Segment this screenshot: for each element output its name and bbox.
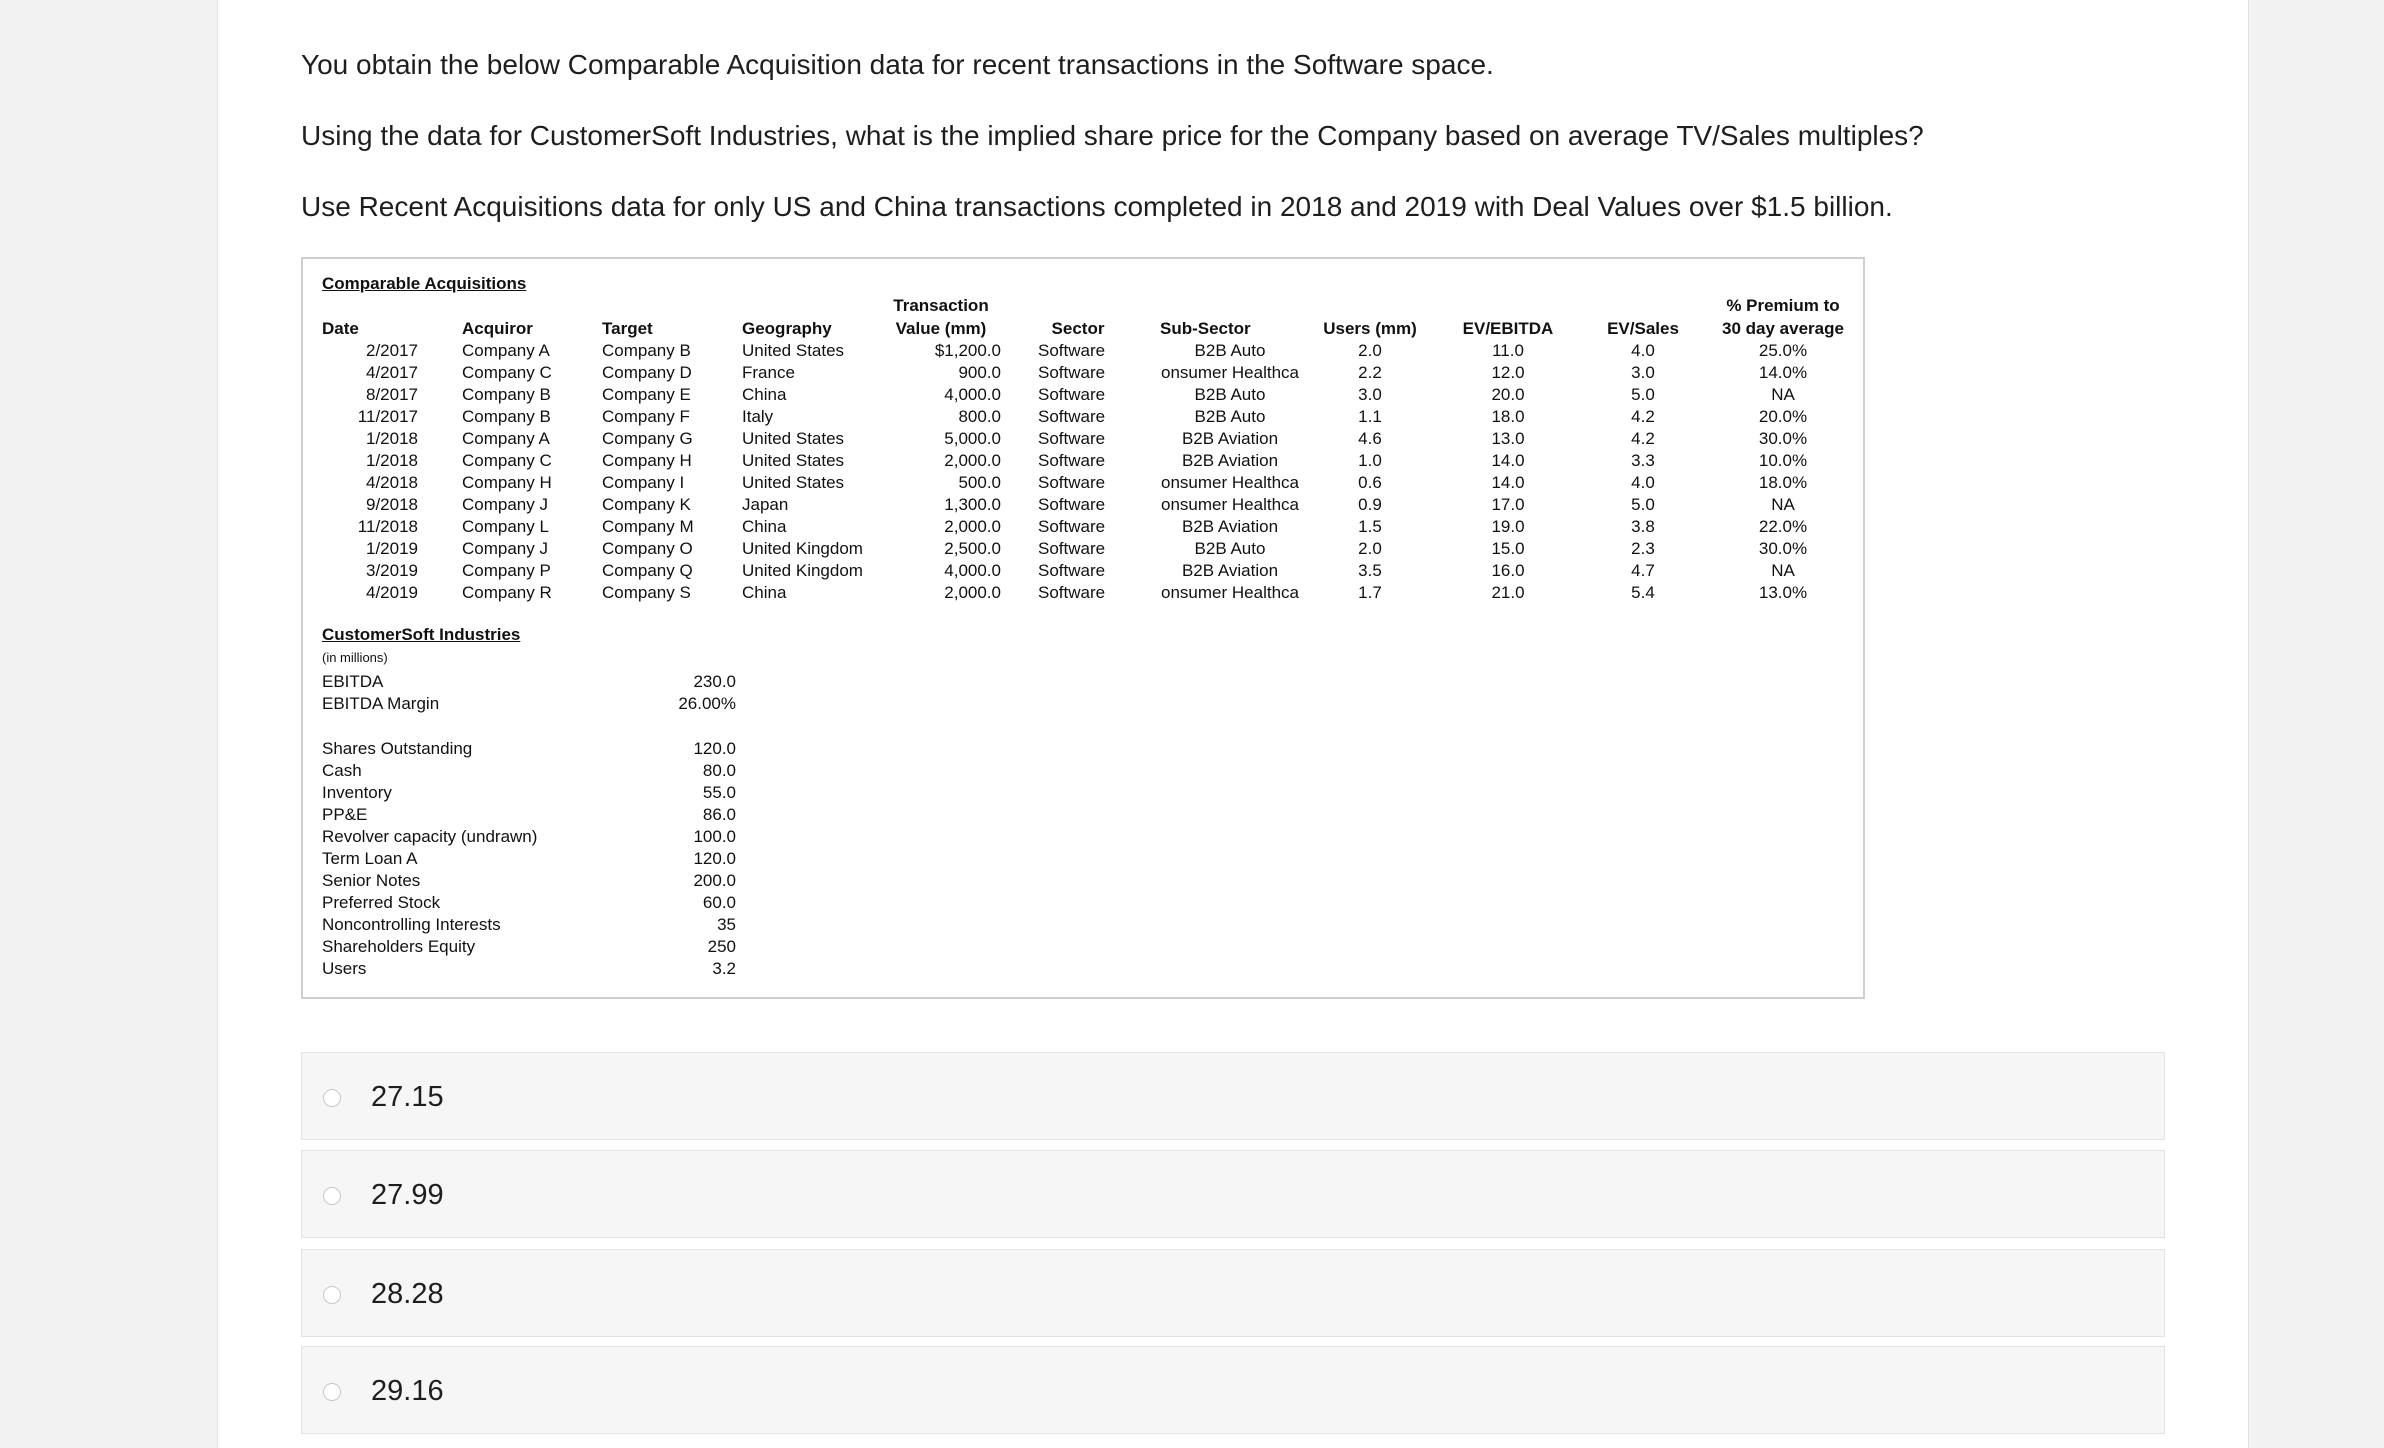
answer-option[interactable] (301, 1249, 2165, 1337)
margin-value: 26.00% (678, 694, 736, 713)
header-ev-sales: EV/Sales (1607, 319, 1679, 338)
comps-cell-date: 1/2018 (366, 429, 418, 448)
comps-cell-ev-ebitda: 19.0 (1491, 517, 1525, 536)
comps-cell-sector: Software (1038, 495, 1106, 514)
comps-cell-subsector: B2B Aviation (1181, 429, 1279, 448)
comps-cell-sector: Software (1038, 451, 1106, 470)
comps-cell-acquiror: Company J (462, 495, 548, 514)
header-subsector: Sub-Sector (1160, 319, 1251, 338)
comps-cell-acquiror: Company B (462, 385, 551, 404)
comps-cell-date: 1/2019 (366, 539, 418, 558)
comps-cell-subsector: B2B Auto (1194, 407, 1266, 426)
comps-cell-users: 2.2 (1358, 363, 1382, 382)
comps-cell-sector: Software (1038, 473, 1106, 492)
comps-cell-subsector: B2B Auto (1194, 341, 1266, 360)
comps-cell-value: 5,000.0 (944, 429, 1001, 448)
comps-cell-ev-sales: 4.2 (1631, 407, 1655, 426)
comps-cell-ev-sales: 5.0 (1631, 495, 1655, 514)
company-item-value: 120.0 (693, 739, 736, 758)
comps-cell-value: 4,000.0 (944, 561, 1001, 580)
comps-cell-geography: China (742, 517, 787, 536)
comps-cell-acquiror: Company P (462, 561, 551, 580)
company-item-label: PP&E (322, 805, 368, 824)
comps-cell-acquiror: Company B (462, 407, 551, 426)
header-30day: 30 day average (1722, 319, 1844, 338)
company-item-label: Preferred Stock (322, 893, 441, 912)
answer-option[interactable] (301, 1346, 2165, 1434)
comps-cell-target: Company I (602, 473, 685, 492)
comps-cell-premium: NA (1771, 561, 1795, 580)
comps-cell-geography: France (742, 363, 795, 382)
margin-label: EBITDA Margin (322, 694, 440, 713)
answer-option-label[interactable]: 29.16 (371, 1375, 444, 1407)
comps-cell-users: 1.5 (1358, 517, 1382, 536)
comps-cell-acquiror: Company A (462, 341, 550, 360)
comps-cell-target: Company G (602, 429, 693, 448)
comps-cell-target: Company B (602, 341, 691, 360)
comps-cell-value: 2,000.0 (944, 517, 1001, 536)
comps-cell-target: Company E (602, 385, 691, 404)
comps-cell-date: 2/2017 (366, 341, 418, 360)
comps-cell-users: 1.7 (1358, 583, 1382, 602)
comps-cell-sector: Software (1038, 539, 1106, 558)
comps-cell-ev-ebitda: 20.0 (1491, 385, 1525, 404)
header-premium: % Premium to (1726, 296, 1840, 315)
company-item-value: 86.0 (702, 805, 736, 824)
comps-cell-premium: 13.0% (1758, 583, 1808, 602)
comps-cell-users: 0.6 (1358, 473, 1382, 492)
header-transaction: Transaction (893, 296, 989, 315)
comps-cell-target: Company F (602, 407, 690, 426)
comps-cell-premium: 18.0% (1758, 473, 1808, 492)
comps-cell-premium: 30.0% (1758, 539, 1808, 558)
comps-cell-sector: Software (1038, 583, 1106, 602)
company-item-label: Users (322, 959, 367, 978)
company-item-label: Term Loan A (322, 849, 418, 868)
comps-cell-premium: 20.0% (1758, 407, 1808, 426)
ebitda-value: 230.0 (693, 672, 736, 691)
header-value-mm: Value (mm) (895, 319, 987, 338)
comps-cell-value: 2,000.0 (944, 583, 1001, 602)
comps-cell-date: 1/2018 (366, 451, 418, 470)
comps-cell-ev-sales: 2.3 (1631, 539, 1655, 558)
comps-cell-geography: United States (742, 473, 845, 492)
question-card (217, 0, 2249, 1448)
comparable-acquisitions-table-image (301, 257, 1865, 999)
comps-title: Comparable Acquisitions (322, 274, 527, 293)
comps-cell-value: $1,200.0 (934, 341, 1001, 360)
comps-cell-ev-sales: 4.7 (1631, 561, 1655, 580)
comps-cell-ev-ebitda: 12.0 (1491, 363, 1525, 382)
comps-cell-date: 11/2018 (357, 517, 418, 536)
comps-cell-date: 4/2017 (366, 363, 418, 382)
comps-cell-date: 4/2019 (366, 583, 418, 602)
company-item-value: 55.0 (702, 783, 736, 802)
comps-cell-ev-sales: 4.0 (1631, 473, 1655, 492)
question-text-2: Using the data for CustomerSoft Industries, what is the implied share price for the Company based on average TV/Sales multiples? (301, 120, 1924, 151)
radio-button[interactable] (323, 1187, 341, 1205)
comps-cell-target: Company D (602, 363, 692, 382)
comps-cell-premium: 14.0% (1758, 363, 1808, 382)
comps-cell-sector: Software (1038, 561, 1106, 580)
answer-option-label[interactable]: 27.15 (371, 1081, 444, 1113)
comps-cell-value: 500.0 (958, 473, 1001, 492)
company-item-label: Senior Notes (322, 871, 421, 890)
company-item-value: 60.0 (702, 893, 736, 912)
header-ev-ebitda: EV/EBITDA (1462, 319, 1554, 338)
comps-cell-ev-ebitda: 16.0 (1491, 561, 1525, 580)
comps-cell-date: 3/2019 (366, 561, 418, 580)
radio-button[interactable] (323, 1383, 341, 1401)
comps-cell-acquiror: Company J (462, 539, 548, 558)
comps-cell-users: 4.6 (1358, 429, 1382, 448)
comps-cell-sector: Software (1038, 517, 1106, 536)
comps-cell-sector: Software (1038, 341, 1106, 360)
comps-cell-target: Company H (602, 451, 692, 470)
comps-cell-subsector: onsumer Healthca (1161, 363, 1299, 382)
answer-option[interactable] (301, 1150, 2165, 1238)
comps-cell-date: 8/2017 (366, 385, 418, 404)
comps-cell-geography: United Kingdom (742, 539, 863, 558)
comps-cell-geography: United Kingdom (742, 561, 863, 580)
comps-cell-premium: 22.0% (1758, 517, 1808, 536)
comps-cell-geography: Italy (742, 407, 774, 426)
company-item-label: Inventory (322, 783, 392, 802)
company-item-label: Shareholders Equity (322, 937, 476, 956)
comps-cell-value: 800.0 (958, 407, 1001, 426)
comps-cell-ev-sales: 5.0 (1631, 385, 1655, 404)
comps-cell-ev-ebitda: 14.0 (1491, 451, 1525, 470)
comps-cell-acquiror: Company C (462, 363, 552, 382)
comps-cell-geography: United States (742, 451, 845, 470)
header-acquiror: Acquiror (462, 319, 533, 338)
comps-cell-value: 4,000.0 (944, 385, 1001, 404)
comps-cell-subsector: B2B Auto (1194, 385, 1266, 404)
answer-option-label[interactable]: 28.28 (371, 1278, 444, 1310)
comps-cell-ev-sales: 3.8 (1631, 517, 1655, 536)
comps-cell-premium: 25.0% (1758, 341, 1808, 360)
comps-cell-users: 2.0 (1358, 539, 1382, 558)
comps-cell-ev-ebitda: 13.0 (1491, 429, 1525, 448)
comps-cell-geography: United States (742, 341, 845, 360)
question-text-1: You obtain the below Comparable Acquisition data for recent transactions in the Software space. (301, 49, 1494, 80)
comps-cell-premium: 30.0% (1758, 429, 1808, 448)
comps-cell-ev-ebitda: 18.0 (1491, 407, 1525, 426)
answer-option-label[interactable]: 27.99 (371, 1179, 444, 1211)
company-item-value: 100.0 (693, 827, 736, 846)
company-item-value: 80.0 (702, 761, 736, 780)
comps-cell-subsector: B2B Aviation (1181, 561, 1279, 580)
comps-cell-date: 4/2018 (366, 473, 418, 492)
comps-cell-premium: NA (1771, 495, 1795, 514)
comps-cell-value: 2,500.0 (944, 539, 1001, 558)
comps-cell-subsector: B2B Auto (1194, 539, 1266, 558)
comps-cell-sector: Software (1038, 429, 1106, 448)
comps-cell-users: 3.5 (1358, 561, 1382, 580)
comps-cell-geography: China (742, 385, 787, 404)
company-item-label: Noncontrolling Interests (322, 915, 501, 934)
comps-cell-ev-ebitda: 11.0 (1492, 341, 1524, 360)
company-title: CustomerSoft Industries (322, 625, 521, 644)
comps-cell-sector: Software (1038, 385, 1106, 404)
comps-cell-ev-ebitda: 14.0 (1491, 473, 1525, 492)
ebitda-label: EBITDA (322, 672, 384, 691)
comps-cell-date: 9/2018 (366, 495, 418, 514)
comps-cell-target: Company S (602, 583, 691, 602)
company-item-value: 250 (707, 937, 736, 956)
comps-cell-subsector: onsumer Healthca (1161, 473, 1299, 492)
comps-cell-value: 1,300.0 (944, 495, 1001, 514)
header-date: Date (322, 319, 359, 338)
comps-cell-target: Company M (602, 517, 694, 536)
company-item-label: Shares Outstanding (322, 739, 473, 758)
company-item-value: 120.0 (693, 849, 736, 868)
comps-cell-geography: China (742, 583, 787, 602)
comps-cell-acquiror: Company C (462, 451, 552, 470)
comps-cell-target: Company K (602, 495, 691, 514)
comps-cell-ev-sales: 4.2 (1631, 429, 1655, 448)
company-item-label: Cash (322, 761, 362, 780)
header-sector: Sector (1051, 319, 1105, 338)
header-users: Users (mm) (1323, 319, 1417, 338)
comps-cell-target: Company O (602, 539, 693, 558)
comps-cell-premium: NA (1771, 385, 1795, 404)
comps-cell-users: 1.0 (1358, 451, 1382, 470)
company-item-value: 200.0 (693, 871, 736, 890)
radio-button[interactable] (323, 1286, 341, 1304)
comps-cell-subsector: onsumer Healthca (1161, 495, 1299, 514)
company-item-label: Revolver capacity (undrawn) (322, 827, 538, 846)
comps-cell-ev-sales: 3.0 (1631, 363, 1655, 382)
question-text-3: Use Recent Acquisitions data for only US and China transactions completed in 2018 and 2019 with Deal Values over $1.5 billion. (301, 191, 1893, 222)
comps-cell-value: 900.0 (958, 363, 1001, 382)
comps-cell-acquiror: Company A (462, 429, 550, 448)
comps-cell-sector: Software (1038, 363, 1106, 382)
company-item-value: 3.2 (712, 959, 736, 978)
comps-cell-target: Company Q (602, 561, 693, 580)
radio-button[interactable] (323, 1089, 341, 1107)
comps-cell-ev-ebitda: 21.0 (1491, 583, 1525, 602)
comps-cell-ev-sales: 4.0 (1631, 341, 1655, 360)
header-target: Target (602, 319, 653, 338)
company-units: (in millions) (322, 650, 388, 665)
comps-cell-ev-sales: 5.4 (1631, 583, 1655, 602)
header-geography: Geography (742, 319, 832, 338)
comps-cell-subsector: B2B Aviation (1181, 451, 1279, 470)
comps-cell-users: 1.1 (1358, 407, 1382, 426)
comps-cell-ev-ebitda: 15.0 (1491, 539, 1525, 558)
comps-cell-acquiror: Company R (462, 583, 552, 602)
comps-cell-geography: United States (742, 429, 845, 448)
comps-cell-date: 11/2017 (357, 407, 418, 426)
comps-cell-users: 3.0 (1358, 385, 1382, 404)
answer-option[interactable] (301, 1052, 2165, 1140)
comps-cell-ev-sales: 3.3 (1631, 451, 1655, 470)
comps-cell-sector: Software (1038, 407, 1106, 426)
comps-cell-geography: Japan (742, 495, 789, 514)
comps-cell-acquiror: Company H (462, 473, 552, 492)
company-item-value: 35 (717, 915, 736, 934)
comps-cell-value: 2,000.0 (944, 451, 1001, 470)
comps-cell-users: 0.9 (1358, 495, 1382, 514)
comps-cell-users: 2.0 (1358, 341, 1382, 360)
comps-cell-ev-ebitda: 17.0 (1491, 495, 1525, 514)
comps-cell-acquiror: Company L (462, 517, 549, 536)
comps-cell-premium: 10.0% (1758, 451, 1808, 470)
comps-cell-subsector: B2B Aviation (1181, 517, 1279, 536)
comps-cell-subsector: onsumer Healthca (1161, 583, 1299, 602)
